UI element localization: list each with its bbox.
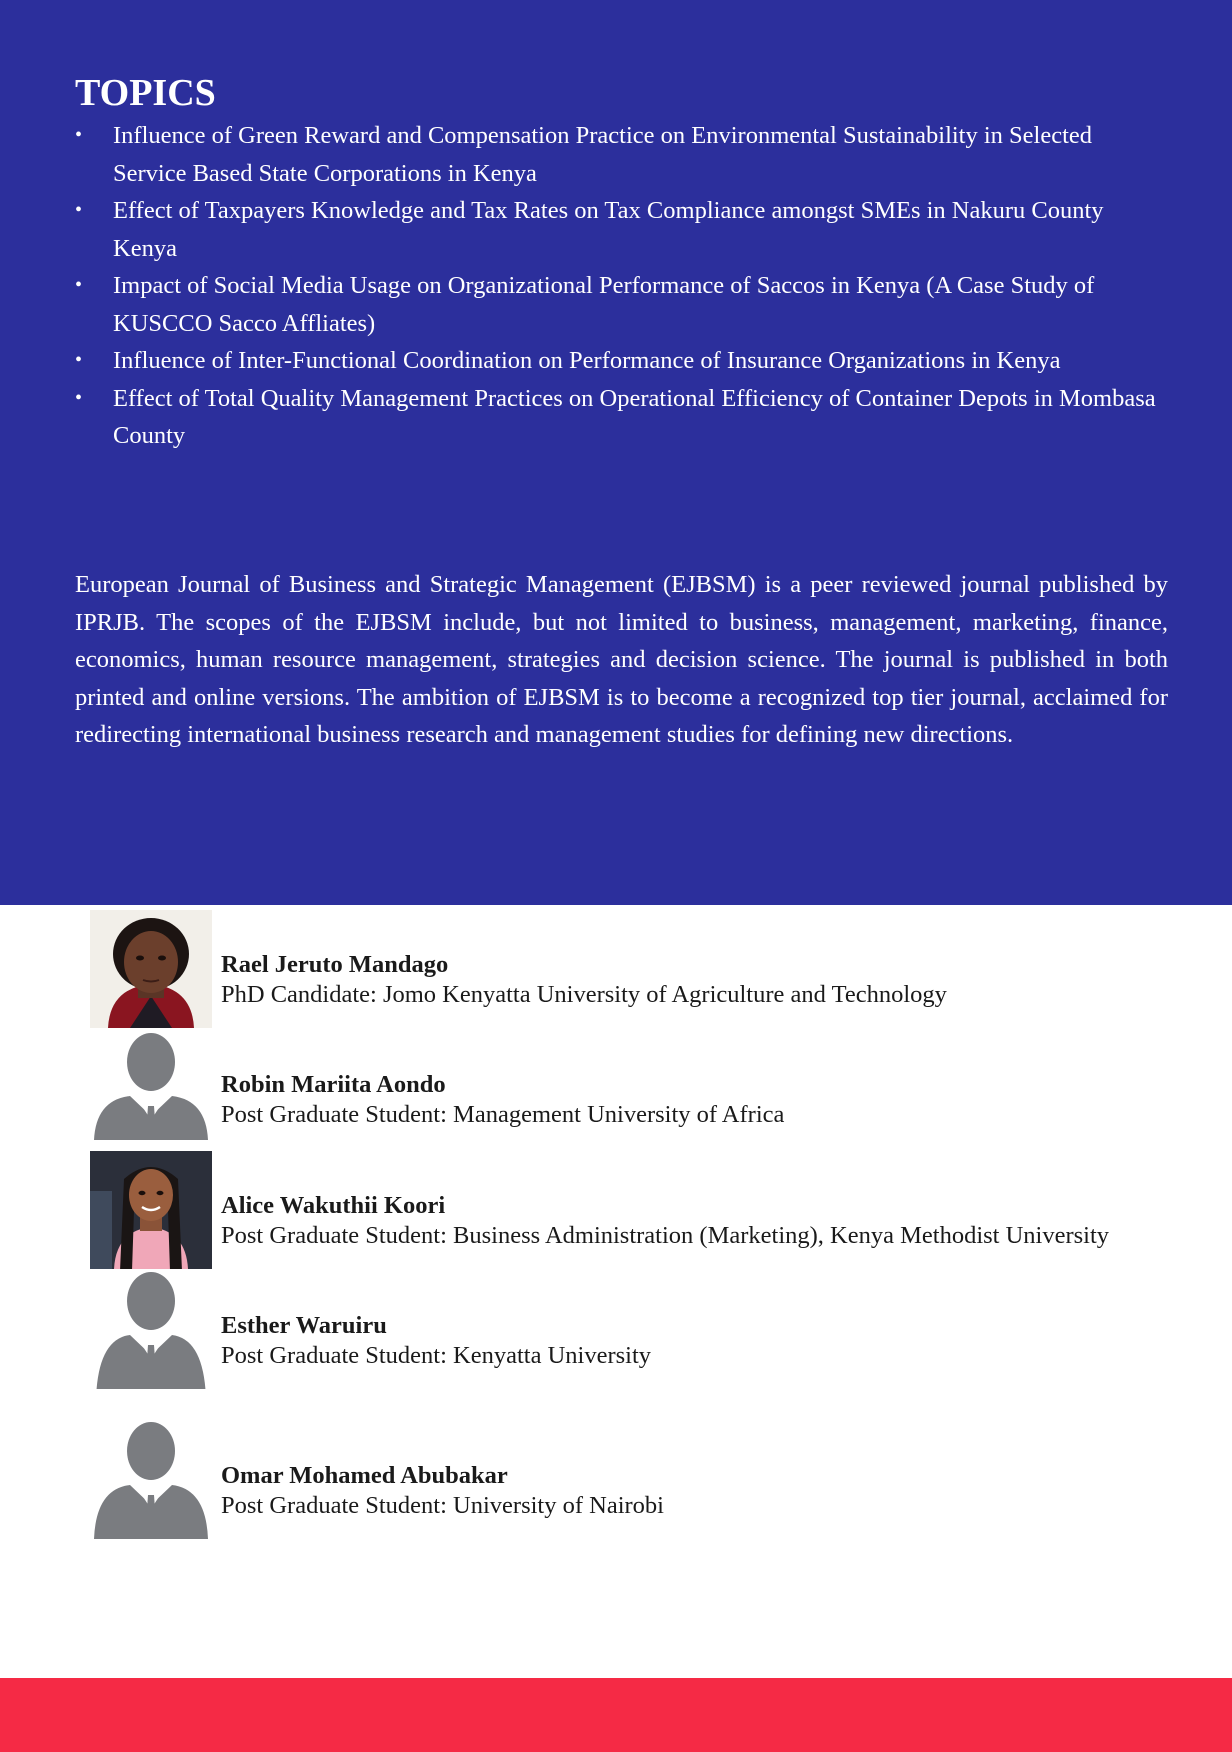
author-entry <box>90 910 1190 1028</box>
author-name: Alice Wakuthii Koori <box>221 1192 446 1219</box>
author-affiliation: Post Graduate Student: Kenyatta University <box>221 1342 652 1369</box>
topic-item <box>75 117 1170 192</box>
person-placeholder-icon <box>90 1271 212 1389</box>
bullet-icon: • <box>75 274 83 296</box>
author-name: Rael Jeruto Mandago <box>221 951 449 978</box>
topic-item <box>75 267 1170 342</box>
bullet-icon: • <box>75 124 83 146</box>
author-affiliation: Post Graduate Student: Business Administration (Marketing), Kenya Methodist University <box>221 1222 1110 1249</box>
author-photo <box>90 1151 212 1269</box>
author-name: Robin Mariita Aondo <box>221 1071 446 1098</box>
topic-item <box>75 380 1170 455</box>
topics-title: TOPICS <box>75 72 216 114</box>
person-placeholder-icon <box>90 1421 212 1539</box>
journal-description: European Journal of Business and Strategic Management (EJBSM) is a peer reviewed journal published by IPRJB. The scopes of the EJBSM include, but not limited to business, management, marketing, finance, economics, human resource management, strategies and decision science. The journal is published in both printed and online versions. The ambition of EJBSM is to become a recognized top tier journal, acclaimed for redirecting international business research and management studies for defining new directions. <box>75 571 1168 748</box>
author-entry <box>90 1421 1190 1539</box>
topic-text: Effect of Taxpayers Knowledge and Tax Rates on Tax Compliance amongst SMEs in Nakuru County Kenya <box>113 197 1104 262</box>
topic-text: Effect of Total Quality Management Practices on Operational Efficiency of Container Depots in Mombasa County <box>113 384 1156 449</box>
person-placeholder-icon <box>90 1030 212 1148</box>
bullet-icon: • <box>75 386 83 409</box>
author-affiliation: PhD Candidate: Jomo Kenyatta University of Agriculture and Technology <box>221 981 947 1008</box>
topics-list <box>75 117 1170 455</box>
author-affiliation: Post Graduate Student: Management University of Africa <box>221 1101 785 1128</box>
author-entry <box>90 1271 1190 1389</box>
topic-text: Impact of Social Media Usage on Organizational Performance of Saccos in Kenya (A Case Study of KUSCCO Sacco Affliates) <box>113 272 1095 337</box>
bullet-icon: • <box>75 349 83 371</box>
topic-text: Influence of Green Reward and Compensation Practice on Environmental Sustainability in Selected Service Based State Corporations in Kenya <box>113 122 1093 187</box>
footer-bar <box>0 1678 1232 1752</box>
author-affiliation: Post Graduate Student: University of Nairobi <box>221 1492 664 1519</box>
author-entry <box>90 1151 1190 1269</box>
author-entry <box>90 1030 1190 1148</box>
topic-text: Influence of Inter-Functional Coordination on Performance of Insurance Organizations in Kenya <box>113 347 1061 374</box>
author-photo <box>90 910 212 1028</box>
topic-item <box>75 192 1170 267</box>
bullet-icon: • <box>75 199 83 221</box>
author-name: Esther Waruiru <box>221 1312 387 1339</box>
topic-item <box>75 342 1170 380</box>
author-name: Omar Mohamed Abubakar <box>221 1462 508 1489</box>
